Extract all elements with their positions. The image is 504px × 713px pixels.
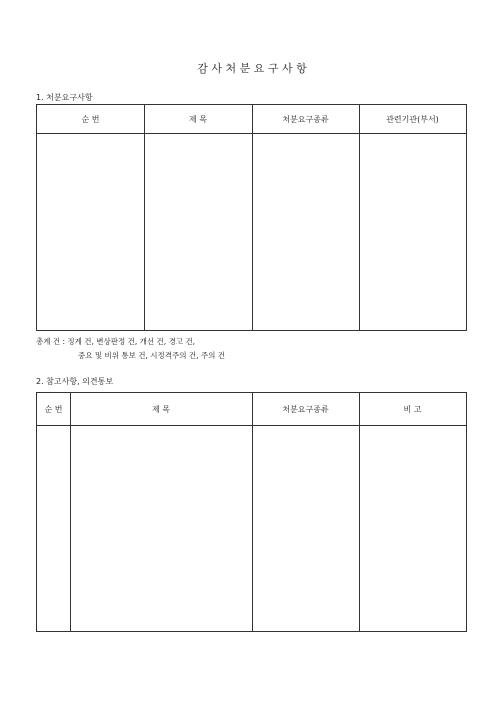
header-title: 제 목 [189, 114, 207, 124]
column-divider [144, 105, 145, 330]
column-divider [359, 105, 360, 330]
column-divider [252, 393, 253, 631]
header-title: 제 목 [152, 404, 170, 414]
column-divider [359, 393, 360, 631]
column-divider [252, 105, 253, 330]
summary-note-line1: 총계 건 : 징계 건, 변상판정 건, 개선 건, 경고 건, [36, 337, 196, 346]
header-seq: 순 번 [44, 404, 63, 414]
header-disposition-type: 처분요구종류 [282, 404, 329, 414]
header-seq: 순 번 [81, 114, 100, 124]
summary-note-line2: 중요 및 비위 통보 건, 시정격주의 건, 주의 건 [78, 351, 226, 360]
section2-table [36, 392, 467, 632]
section1-label: 1. 처분요구사항 [36, 93, 93, 102]
column-divider [70, 393, 71, 631]
section1-table [36, 104, 467, 331]
page-title: 감 사 처 분 요 구 사 항 [197, 62, 307, 75]
header-related-agency: 관련기관(부서) [386, 114, 439, 124]
header-disposition-type: 처분요구종류 [282, 114, 329, 124]
header-remarks: 비 고 [403, 404, 422, 414]
section2-label: 2. 참고사항, 의견통보 [36, 377, 114, 386]
